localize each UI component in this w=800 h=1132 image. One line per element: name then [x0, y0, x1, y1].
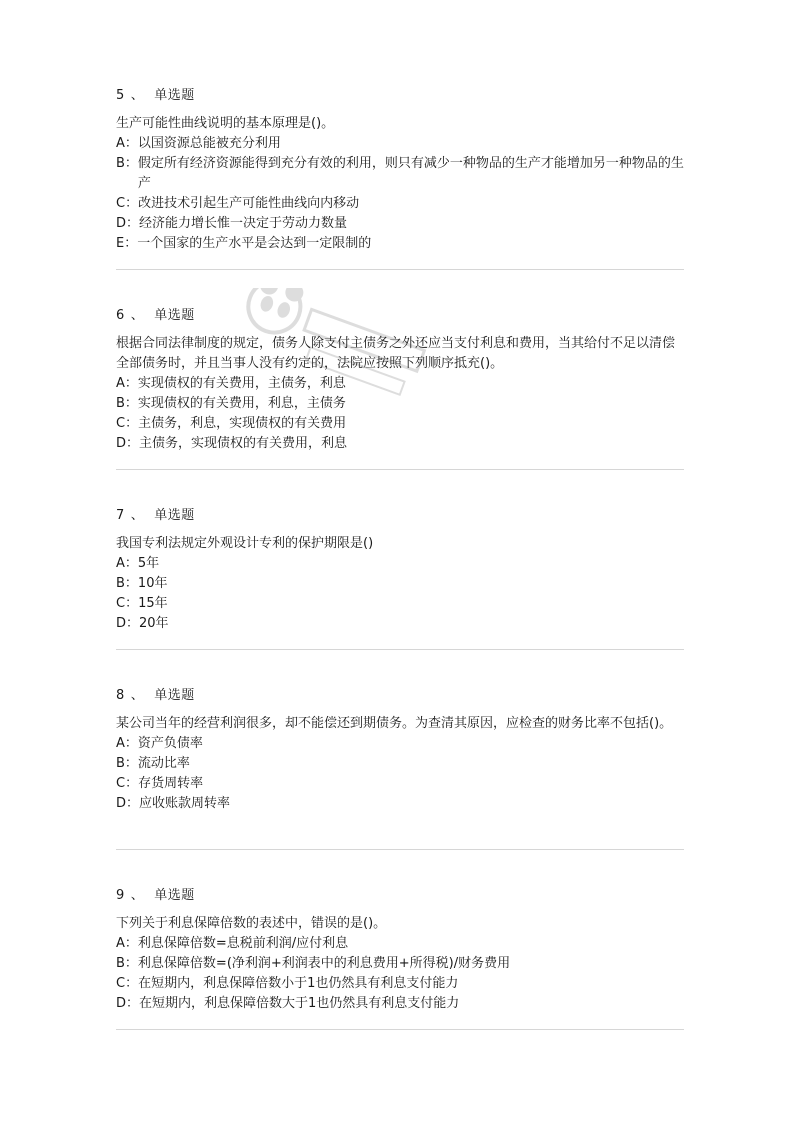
option-key: B： — [116, 756, 138, 771]
option-text: 15年 — [138, 596, 168, 611]
question-number: 9 — [116, 888, 125, 903]
option-key: B： — [116, 156, 138, 171]
option-text: 存货周转率 — [138, 776, 204, 791]
question-stem: 下列关于利息保障倍数的表述中，错误的是()。 — [116, 916, 387, 931]
option-key: A： — [116, 376, 138, 391]
option-list — [116, 374, 684, 454]
option-c — [116, 974, 684, 994]
option-list — [116, 134, 684, 254]
divider — [116, 269, 684, 270]
divider — [116, 469, 684, 470]
question-number: 8 — [116, 688, 125, 703]
question-header — [116, 306, 684, 326]
option-b — [116, 954, 684, 974]
option-a — [116, 134, 684, 154]
option-text: 实现债权的有关费用，主债务，利息 — [137, 376, 346, 391]
question-type: 单选题 — [154, 308, 195, 323]
question-header — [116, 506, 684, 526]
option-text: 10年 — [137, 576, 168, 591]
option-c — [116, 414, 684, 434]
option-key: C： — [116, 976, 139, 991]
option-e — [116, 234, 684, 254]
question-separator: 、 — [130, 88, 145, 103]
question-header — [116, 886, 684, 906]
question-header — [116, 686, 684, 706]
option-text: 5年 — [137, 556, 160, 571]
divider — [116, 649, 684, 650]
option-text: 20年 — [139, 616, 169, 631]
option-text: 以国资源总能被充分利用 — [137, 136, 281, 151]
option-d — [116, 434, 684, 454]
option-list — [116, 734, 684, 814]
question-separator: 、 — [130, 888, 145, 903]
option-key: B： — [116, 396, 138, 411]
option-text: 主债务，实现债权的有关费用，利息 — [139, 436, 348, 451]
question-number: 5 — [116, 88, 125, 103]
option-key: C： — [116, 596, 139, 611]
option-text: 主债务，利息，实现债权的有关费用 — [138, 416, 347, 431]
option-b — [116, 154, 684, 194]
question-stem: 我国专利法规定外观设计专利的保护期限是() — [116, 536, 374, 551]
option-b — [116, 574, 684, 594]
option-text: 资产负债率 — [137, 736, 203, 751]
question-separator: 、 — [130, 308, 145, 323]
question-header — [116, 86, 684, 106]
option-key: D： — [116, 436, 140, 451]
question-7 — [116, 506, 684, 634]
option-list — [116, 554, 684, 634]
option-key: D： — [116, 616, 140, 631]
question-separator: 、 — [130, 688, 145, 703]
divider — [116, 1029, 684, 1030]
option-text: 实现债权的有关费用，利息，主债务 — [137, 396, 346, 411]
option-key: C： — [116, 776, 139, 791]
option-a — [116, 734, 684, 754]
option-a — [116, 934, 684, 954]
option-text: 改进技术引起生产可能性曲线向内移动 — [138, 196, 360, 211]
option-c — [116, 774, 684, 794]
option-c — [116, 194, 684, 214]
question-stem: 根据合同法律制度的规定，债务人除支付主债务之外还应当支付利息和费用，当其给付不足以清偿全部债务时，并且当事人没有约定的，法院应按照下列顺序抵充()。 — [116, 336, 676, 371]
option-b — [116, 394, 684, 414]
option-key: C： — [116, 196, 139, 211]
option-d — [116, 214, 684, 234]
option-d — [116, 614, 684, 634]
option-b — [116, 754, 684, 774]
question-type: 单选题 — [154, 688, 195, 703]
option-key: A： — [116, 136, 138, 151]
question-5 — [116, 86, 684, 254]
option-text: 一个国家的生产水平是会达到一定限制的 — [137, 236, 372, 251]
option-key: B： — [116, 956, 138, 971]
question-stem: 某公司当年的经营利润很多，却不能偿还到期债务。为查清其原因，应检查的财务比率不包括()。 — [116, 716, 673, 731]
option-key: A： — [116, 736, 138, 751]
option-text: 利息保障倍数=(净利润+利润表中的利息费用+所得税)/财务费用 — [137, 956, 511, 971]
question-separator: 、 — [130, 508, 145, 523]
option-key: C： — [116, 416, 139, 431]
option-d — [116, 994, 684, 1014]
divider — [116, 849, 684, 850]
option-text: 经济能力增长惟一决定于劳动力数量 — [139, 216, 348, 231]
question-8 — [116, 686, 684, 814]
option-text: 在短期内，利息保障倍数大于1也仍然具有利息支付能力 — [139, 996, 460, 1011]
option-key: D： — [116, 996, 140, 1011]
question-number: 6 — [116, 308, 125, 323]
question-stem: 生产可能性曲线说明的基本原理是()。 — [116, 116, 335, 131]
option-key: A： — [116, 936, 138, 951]
option-a — [116, 374, 684, 394]
option-text: 利息保障倍数=息税前利润/应付利息 — [137, 936, 349, 951]
option-text: 流动比率 — [137, 756, 190, 771]
question-type: 单选题 — [154, 508, 195, 523]
option-key: E： — [116, 236, 138, 251]
option-text: 应收账款周转率 — [139, 796, 231, 811]
question-number: 7 — [116, 508, 125, 523]
question-type: 单选题 — [154, 888, 195, 903]
option-c — [116, 594, 684, 614]
option-key: A： — [116, 556, 138, 571]
question-type: 单选题 — [154, 88, 195, 103]
option-d — [116, 794, 684, 814]
option-text: 假定所有经济资源能得到充分有效的利用，则只有减少一种物品的生产才能增加另一种物品的生产 — [137, 156, 684, 191]
option-key: D： — [116, 216, 140, 231]
option-key: D： — [116, 796, 140, 811]
option-a — [116, 554, 684, 574]
question-6 — [116, 306, 684, 454]
option-text: 在短期内，利息保障倍数小于1也仍然具有利息支付能力 — [138, 976, 459, 991]
option-list — [116, 934, 684, 1014]
option-key: B： — [116, 576, 138, 591]
question-9 — [116, 886, 684, 1014]
